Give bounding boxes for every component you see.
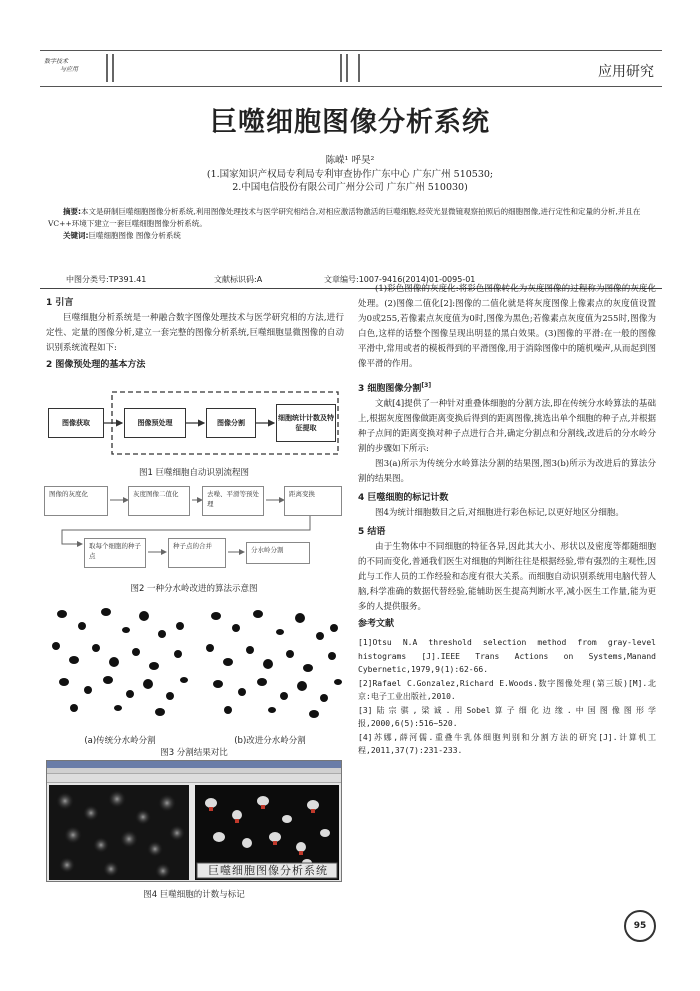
window-titlebar	[47, 761, 341, 768]
section-4-heading: 4 巨噬细胞的标记计数	[358, 493, 449, 503]
article-number: 文章编号:1007-9416(2014)01-0095-01	[324, 275, 476, 284]
section-3-cite: [3]	[421, 382, 432, 389]
column-name: 应用研究	[598, 64, 654, 80]
affiliation-2: 2.中国电信股份有限公司广州分公司 广东广州 510030)	[232, 182, 468, 193]
right-column	[358, 282, 656, 758]
figure-4-software-window	[46, 760, 342, 882]
figure-3a-image	[52, 608, 188, 716]
fig2-box-denoise: 去噪、平滑等预处理	[202, 486, 264, 516]
fig2-box-binarize: 灰度图像二值化	[128, 486, 190, 516]
journal-name-line1: 数字技术	[44, 58, 69, 65]
figure-3b-image	[206, 610, 342, 718]
keywords-label: 关键词:	[63, 231, 89, 240]
fig1-box-preprocess: 图像预处理	[124, 408, 186, 438]
affiliation-1: (1.国家知识产权局专利局专利审查协作广东中心 广东广州 510530;	[206, 169, 494, 180]
fig1-box-count: 细胞统计计数及特征提取	[276, 404, 336, 442]
fig1-box-acquire: 图像获取	[48, 408, 104, 438]
reference-3: [3]陆宗骐,梁诚.用Sobel算子细化边缘.中国图像图形学报,2000,6(5):516~520.	[358, 705, 656, 728]
references-heading: 参考文献	[358, 619, 395, 629]
figure-3a-label: (a)传统分水岭分割	[84, 736, 156, 746]
preprocess-paragraph: (1)彩色图像的灰度化:将彩色图像转化为灰度图像的过程称为图像的灰度化处理。(2)图像二值化[2]:图像的二值化就是将灰度图像上像素点的灰度值设置为0或255,若像素点灰度值为0时,图像为黑色;若像素点灰度值为255时,图像为白色,这样的话整个图像呈现出明显的黑白效果。(3)图像的平滑:在一般的图像平滑中,常用或者的模板得到的平滑图像,用于消除图像中的随机噪声,从而起到图像平滑的作用。	[358, 284, 656, 369]
authors: 陈嵘¹ 呼昊²	[325, 155, 375, 166]
header-top-rule	[40, 50, 662, 51]
abstract-label: 摘要:	[63, 207, 81, 216]
section-5-paragraph: 由于生物体中不同细胞的特征各异,因此其大小、形状以及密度等都随细胞的不同而变化,普通我们医生对细胞的判断往往是根据经验,带有强烈的主观性,因此与工作人员的工作经验和态度有很大关系。而细胞自动识别系统用电脑代替人脑,科学准确的数据代替经验,能辅助医生提高判断水平,减小医生工作量,能为更多的人提供服务。	[358, 542, 656, 612]
window-toolbar	[47, 774, 341, 783]
abstract	[48, 206, 658, 242]
page-number-badge	[624, 910, 656, 942]
figure-1	[46, 388, 342, 458]
abstract-text: 本文是研制巨噬细胞图像分析系统,利用图像处理技术与医学研究相结合,对相应激活物激活的巨噬细胞,经荧光显微镜观察拍照后的细胞图像,进行定性和定量的分析,并且在VC++环境下建立一套巨噬细胞图像分析系统。	[48, 207, 641, 228]
fig2-box-seeds: 取每个细胞的种子点	[84, 538, 146, 568]
header-bottom-rule	[40, 86, 662, 87]
fig2-box-merge: 种子点的合并	[168, 538, 226, 568]
section-1-heading: 1 引言	[46, 298, 74, 308]
section-5-heading: 5 结语	[358, 527, 386, 537]
fig2-box-watershed: 分水岭分割	[246, 542, 310, 564]
figure-3-caption: 图3 分割结果对比	[160, 748, 228, 758]
clc-number: 中图分类号:TP391.41	[66, 275, 147, 284]
figure-4-banner: 巨噬细胞图像分析系统	[208, 864, 328, 877]
reference-1: [1]Otsu N.A threshold selection method from gray-level histograms [J].IEEE Trans Actions on Systems,Manand Cybernetic,1979,9(1):62-66.	[358, 638, 656, 674]
reference-4: [4]苏娜,薛河儒.重叠牛乳体细胞判别和分割方法的研究[J].计算机工程,2011,37(7):231-233.	[358, 732, 656, 755]
figure-3b-label: (b)改进分水岭分割	[234, 736, 306, 746]
section-2-heading: 2 图像预处理的基本方法	[46, 360, 146, 370]
figure-2-caption: 图2 一种分水岭改进的算法示意图	[130, 584, 258, 594]
article-title: 巨噬细胞图像分析系统	[210, 107, 490, 138]
figure-2	[44, 486, 344, 576]
keywords-text: 巨噬细胞图像 图像分析系统	[88, 231, 181, 240]
section-3-paragraph-2: 图3(a)所示为传统分水岭算法分割的结果图,图3(b)所示为改进后的算法分割的结果图。	[358, 459, 656, 484]
left-column	[46, 296, 344, 373]
section-3-heading	[358, 378, 656, 397]
header-bars	[0, 54, 700, 84]
fig2-box-grayscale: 图像的灰度化	[44, 486, 108, 516]
journal-name-line2: 与应用	[60, 66, 79, 73]
section-4-paragraph: 图4为统计细胞数目之后,对细胞进行彩色标记,以更好地区分细胞。	[375, 508, 624, 518]
page-number: 95	[633, 921, 647, 931]
fig1-box-segment: 图像分割	[206, 408, 256, 438]
reference-2: [2]Rafael C.Gonzalez,Richard E.Woods.数字图像处理(第三版)[M].北京:电子工业出版社,2010.	[358, 678, 656, 701]
section-3-title: 3 细胞图像分割	[358, 384, 422, 394]
figure-1-caption: 图1 巨噬细胞自动识别流程图	[138, 468, 250, 478]
figure-3-images	[44, 604, 344, 724]
document-code: 文献标识码:A	[214, 275, 263, 284]
section-3-paragraph-1: 文献[4]提供了一种针对重叠体细胞的分割方法,即在传统分水岭算法的基础上,根据灰度图像做距离变换后得到的距离图像,挑选出单个细胞的种子点,并根据种子点间的距离变换对种子点进行合并,确定分割点和分割线,改进后的分水岭分割的步骤如下所示:	[358, 399, 656, 454]
section-1-paragraph: 巨噬细胞分析系统是一种融合数字图像处理技术与医学研究相的方法,进行定性、定量的图像分析,建立一套完整的图像分析系统,巨噬细胞显微图像的自动识别系统流程如下:	[46, 313, 344, 353]
figure-4-caption: 图4 巨噬细胞的计数与标记	[143, 890, 245, 900]
fig2-box-distance: 距离变换	[284, 486, 342, 516]
